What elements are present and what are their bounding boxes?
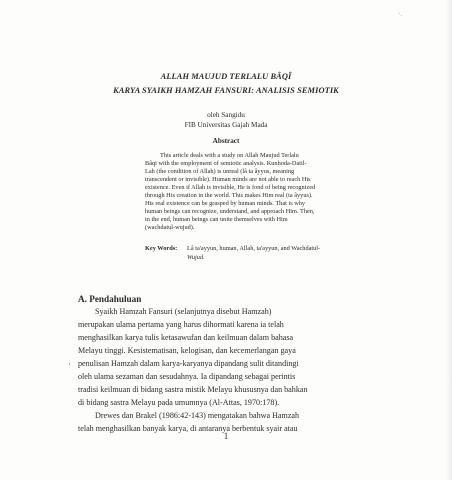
abstract-line: Bâqi with the employment of semiotic analysis. Kunhoda-Datil- <box>145 160 307 167</box>
scan-mark: ·. <box>398 10 403 18</box>
body-line: tradisi keilmuan di bidang sastra mistik Melayu khususnya dan bahkan <box>78 385 308 394</box>
author-name: oleh Sangidu <box>207 111 245 119</box>
abstract-heading: Abstract <box>212 137 240 145</box>
page-number: 1 <box>223 431 229 441</box>
abstract-line: through His creation in the world. This makes Him real (ta âyyus). <box>145 192 313 199</box>
abstract-line: human beings can recognize, understand, and approach Him. Then, <box>145 208 315 215</box>
body-line: Melayu tinggi. Kesistematisan, kelogisan, dan kecemerlangan gaya <box>78 346 296 355</box>
body-line: oleh ulama sezaman dan sesudahnya. Ia dipandang sebagai perintis <box>78 372 296 381</box>
body-line: menghasilkan karya tulis ketasawufan dan keilmuan dalam bahasa <box>78 333 294 342</box>
paper-title-line-1: ALLAH MAUJUD TERLALU BÂQÎ <box>160 72 292 81</box>
abstract-line: This article deals with a study on Allah Maujud Terlalu <box>160 152 299 159</box>
abstract-line: His real existence can be grasped by human minds. That is why <box>145 200 306 207</box>
body-line: Syaikh Hamzah Fansuri (selanjutnya disebut Hamzah) <box>95 307 272 316</box>
paper-title-line-2: KARYA SYAIKH HAMZAH FANSURI: ANALISIS SEMIOTIK <box>113 86 339 95</box>
abstract-line: existence. Even if Allah is invisible, He is fond of being recognized <box>145 184 316 191</box>
keywords-label: Key Words: <box>145 245 178 252</box>
section-heading-pendahuluan: A. Pendahuluan <box>78 294 142 304</box>
keywords-text-line-2: Wujud. <box>187 254 205 261</box>
body-line: di bidang sastra Melayu pada umumnya (Al-Attas, 1970:178). <box>78 398 280 407</box>
body-line: Drewes dan Brakel (1986:42-143) mengatakan bahwa Hamzah <box>95 411 300 420</box>
abstract-line: (wachdatul-wujud). <box>145 224 195 231</box>
body-line: telah menghasilkan banyak karya, di antaranya berbentuk syair atau <box>78 424 298 433</box>
keywords-text-line-1: Lâ ta'ayyun, human, Allah, ta'ayyun, and Wachdatul- <box>187 245 321 252</box>
body-line: merupakan ulama pertama yang harus dihormati karena ia telah <box>78 320 284 329</box>
abstract-line: Lah (the condition of Allah) is unreal (lâ ta âyyus, meaning <box>145 168 295 175</box>
abstract-line: transcendent or invisible). Human minds are not able to reach His <box>145 176 311 183</box>
margin-mark: · <box>68 359 71 369</box>
abstract-line: in the end, human beings can unite themselves with Him <box>145 216 288 223</box>
body-line: penulisan Hamzah dalam karya-karyanya dipandang sulit ditandingi <box>78 359 299 368</box>
author-affiliation: FIB Universitas Gajah Mada <box>184 121 268 129</box>
